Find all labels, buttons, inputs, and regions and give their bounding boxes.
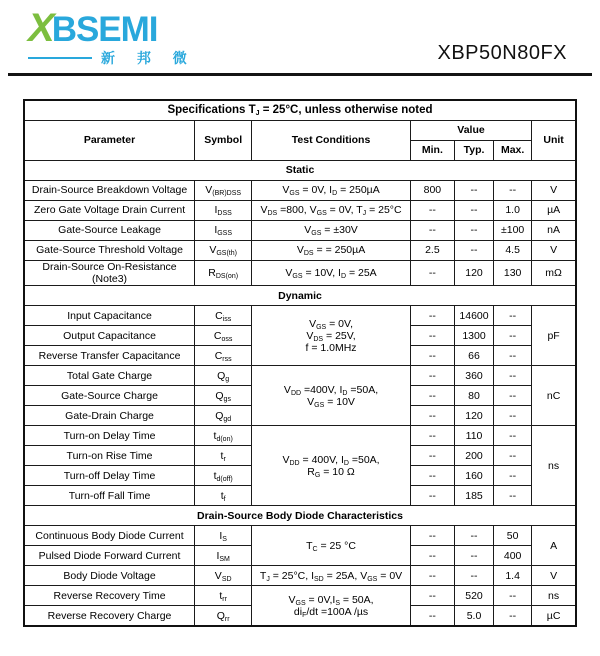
- test-conditions-cell: $V_{GS} = \pm 30V$: [252, 221, 411, 241]
- typ-value-cell: 520: [454, 586, 493, 606]
- test-conditions-cell: $V_{GS} = 0V$, $V_{DS} = 25V$, f = 1.0MHz: [252, 306, 411, 366]
- col-header-typ: Typ.: [454, 141, 493, 161]
- section-header: Drain-Source Body Diode Characteristics: [24, 506, 576, 526]
- specifications-table: [23, 99, 577, 627]
- parameter-cell: Output Capacitance: [24, 326, 195, 346]
- typ-value-cell: --: [454, 566, 493, 586]
- max-value-cell: --: [494, 181, 532, 201]
- min-value-cell: --: [410, 406, 454, 426]
- max-value-cell: --: [494, 386, 532, 406]
- symbol-cell: $I_{DSS}$: [195, 201, 252, 221]
- symbol-cell: $C_{oss}$: [195, 326, 252, 346]
- test-conditions-cell: $V_{DD} =400V$, $I_D =50A$, $V_{GS} = 10V$: [252, 366, 411, 426]
- table-row: [24, 181, 576, 201]
- symbol-cell: $t_r$: [195, 446, 252, 466]
- symbol-cell: $Q_{gd}$: [195, 406, 252, 426]
- section-header: Static: [24, 161, 576, 181]
- unit-cell: V: [532, 566, 576, 586]
- company-logo: [28, 8, 196, 65]
- section-header: Dynamic: [24, 286, 576, 306]
- min-value-cell: --: [410, 326, 454, 346]
- col-header-value: Value: [410, 121, 531, 141]
- test-conditions-cell: $V_{DD} = 400V$, $I_D =50A$, $R_G = 10$ Ω: [252, 426, 411, 506]
- table-row: [24, 261, 576, 286]
- min-value-cell: --: [410, 606, 454, 627]
- parameter-cell: Gate-Source Leakage: [24, 221, 195, 241]
- max-value-cell: 130: [494, 261, 532, 286]
- parameter-cell: Reverse Recovery Charge: [24, 606, 195, 627]
- table-row: [24, 526, 576, 546]
- max-value-cell: --: [494, 406, 532, 426]
- typ-value-cell: 185: [454, 486, 493, 506]
- max-value-cell: --: [494, 366, 532, 386]
- table-row: [24, 586, 576, 606]
- min-value-cell: --: [410, 446, 454, 466]
- symbol-cell: $Q_{rr}$: [195, 606, 252, 627]
- min-value-cell: --: [410, 366, 454, 386]
- symbol-cell: $t_{d(off)}$: [195, 466, 252, 486]
- test-conditions-cell: $T_C = 25$ °C: [252, 526, 411, 566]
- table-row: [24, 426, 576, 446]
- specifications-table-container: [23, 99, 577, 627]
- min-value-cell: --: [410, 546, 454, 566]
- test-conditions-cell: $V_{GS} = 0V$, $I_D = 250\mu A$: [252, 181, 411, 201]
- column-header-row: [24, 121, 576, 141]
- test-conditions-cell: $V_{GS} = 0V,I_S = 50A$, $di_F/dt =100A$ /µs: [252, 586, 411, 627]
- min-value-cell: --: [410, 261, 454, 286]
- symbol-cell: $C_{rss}$: [195, 346, 252, 366]
- test-conditions-cell: $T_J = 25^\circ C$, $I_{SD} = 25A$, $V_{GS} = 0V$: [252, 566, 411, 586]
- min-value-cell: --: [410, 566, 454, 586]
- max-value-cell: --: [494, 606, 532, 627]
- section-row: [24, 506, 576, 526]
- symbol-cell: $C_{iss}$: [195, 306, 252, 326]
- symbol-cell: $t_{d(on)}$: [195, 426, 252, 446]
- unit-cell: ns: [532, 426, 576, 506]
- col-header-test-conditions: Test Conditions: [252, 121, 411, 161]
- unit-cell: A: [532, 526, 576, 566]
- typ-value-cell: 5.0: [454, 606, 493, 627]
- col-header-max: Max.: [494, 141, 532, 161]
- typ-value-cell: --: [454, 201, 493, 221]
- typ-value-cell: 200: [454, 446, 493, 466]
- table-row: [24, 221, 576, 241]
- min-value-cell: 800: [410, 181, 454, 201]
- logo-wordmark-text: BSEMI: [51, 10, 158, 49]
- max-value-cell: 50: [494, 526, 532, 546]
- logo-wordmark: [28, 8, 196, 48]
- typ-value-cell: --: [454, 221, 493, 241]
- logo-underline: [28, 57, 92, 59]
- test-conditions-cell: $V_{DS} =800$, $V_{GS} = 0V$, $T_J = 25^\circ C$: [252, 201, 411, 221]
- table-row: [24, 306, 576, 326]
- header-divider: [8, 73, 592, 76]
- max-value-cell: 400: [494, 546, 532, 566]
- parameter-cell: Drain-Source On-Resistance (Note3): [24, 261, 195, 286]
- typ-value-cell: --: [454, 241, 493, 261]
- max-value-cell: --: [494, 446, 532, 466]
- max-value-cell: --: [494, 326, 532, 346]
- table-row: [24, 566, 576, 586]
- min-value-cell: --: [410, 586, 454, 606]
- symbol-cell: $t_{rr}$: [195, 586, 252, 606]
- unit-cell: µC: [532, 606, 576, 627]
- parameter-cell: Turn-off Fall Time: [24, 486, 195, 506]
- max-value-cell: 4.5: [494, 241, 532, 261]
- max-value-cell: 1.4: [494, 566, 532, 586]
- typ-value-cell: 110: [454, 426, 493, 446]
- symbol-cell: $I_{GSS}$: [195, 221, 252, 241]
- max-value-cell: --: [494, 426, 532, 446]
- symbol-cell: $V_{(BR)DSS}$: [195, 181, 252, 201]
- symbol-cell: $V_{SD}$: [195, 566, 252, 586]
- part-number: XBP50N80FX: [437, 42, 567, 64]
- min-value-cell: --: [410, 386, 454, 406]
- table-row: [24, 241, 576, 261]
- col-header-parameter: Parameter: [24, 121, 195, 161]
- parameter-cell: Zero Gate Voltage Drain Current: [24, 201, 195, 221]
- table-row: [24, 366, 576, 386]
- min-value-cell: --: [410, 466, 454, 486]
- min-value-cell: --: [410, 201, 454, 221]
- col-header-min: Min.: [410, 141, 454, 161]
- symbol-cell: $t_f$: [195, 486, 252, 506]
- symbol-cell: $I_{SM}$: [195, 546, 252, 566]
- section-row: [24, 161, 576, 181]
- unit-cell: mΩ: [532, 261, 576, 286]
- parameter-cell: Gate-Source Threshold Voltage: [24, 241, 195, 261]
- parameter-cell: Input Capacitance: [24, 306, 195, 326]
- min-value-cell: --: [410, 221, 454, 241]
- typ-value-cell: 14600: [454, 306, 493, 326]
- symbol-cell: $V_{GS(th)}$: [195, 241, 252, 261]
- parameter-cell: Drain-Source Breakdown Voltage: [24, 181, 195, 201]
- logo-x-glyph: X: [28, 6, 54, 50]
- min-value-cell: --: [410, 306, 454, 326]
- max-value-cell: --: [494, 466, 532, 486]
- min-value-cell: --: [410, 486, 454, 506]
- symbol-cell: $R_{DS(on)}$: [195, 261, 252, 286]
- typ-value-cell: --: [454, 546, 493, 566]
- max-value-cell: ±100: [494, 221, 532, 241]
- parameter-cell: Gate-Source Charge: [24, 386, 195, 406]
- typ-value-cell: --: [454, 526, 493, 546]
- typ-value-cell: 160: [454, 466, 493, 486]
- min-value-cell: --: [410, 426, 454, 446]
- parameter-cell: Pulsed Diode Forward Current: [24, 546, 195, 566]
- typ-value-cell: 120: [454, 261, 493, 286]
- parameter-cell: Reverse Recovery Time: [24, 586, 195, 606]
- parameter-cell: Total Gate Charge: [24, 366, 195, 386]
- parameter-cell: Turn-on Rise Time: [24, 446, 195, 466]
- unit-cell: nA: [532, 221, 576, 241]
- max-value-cell: --: [494, 346, 532, 366]
- unit-cell: pF: [532, 306, 576, 366]
- unit-cell: V: [532, 181, 576, 201]
- logo-subline: [28, 51, 196, 65]
- min-value-cell: --: [410, 346, 454, 366]
- min-value-cell: --: [410, 526, 454, 546]
- parameter-cell: Continuous Body Diode Current: [24, 526, 195, 546]
- unit-cell: µA: [532, 201, 576, 221]
- max-value-cell: --: [494, 486, 532, 506]
- col-header-unit: Unit: [532, 121, 576, 161]
- table-title: Specifications $T_J = 25^\circ C$, unless otherwise noted: [24, 100, 576, 121]
- table-row: [24, 201, 576, 221]
- max-value-cell: --: [494, 306, 532, 326]
- min-value-cell: 2.5: [410, 241, 454, 261]
- typ-value-cell: --: [454, 181, 493, 201]
- parameter-cell: Body Diode Voltage: [24, 566, 195, 586]
- max-value-cell: 1.0: [494, 201, 532, 221]
- col-header-symbol: Symbol: [195, 121, 252, 161]
- unit-cell: V: [532, 241, 576, 261]
- typ-value-cell: 1300: [454, 326, 493, 346]
- symbol-cell: $I_S$: [195, 526, 252, 546]
- section-row: [24, 286, 576, 306]
- max-value-cell: --: [494, 586, 532, 606]
- test-conditions-cell: $V_{GS} = 10V$, $I_D = 25A$: [252, 261, 411, 286]
- test-conditions-cell: $V_{DS}$ = = 250µA: [252, 241, 411, 261]
- logo-chinese-name: 新 邦 微: [101, 50, 196, 66]
- typ-value-cell: 66: [454, 346, 493, 366]
- unit-cell: ns: [532, 586, 576, 606]
- typ-value-cell: 80: [454, 386, 493, 406]
- typ-value-cell: 120: [454, 406, 493, 426]
- parameter-cell: Turn-off Delay Time: [24, 466, 195, 486]
- symbol-cell: $Q_{gs}$: [195, 386, 252, 406]
- parameter-cell: Reverse Transfer Capacitance: [24, 346, 195, 366]
- typ-value-cell: 360: [454, 366, 493, 386]
- unit-cell: nC: [532, 366, 576, 426]
- table-title-row: [24, 100, 576, 121]
- parameter-cell: Gate-Drain Charge: [24, 406, 195, 426]
- parameter-cell: Turn-on Delay Time: [24, 426, 195, 446]
- symbol-cell: $Q_g$: [195, 366, 252, 386]
